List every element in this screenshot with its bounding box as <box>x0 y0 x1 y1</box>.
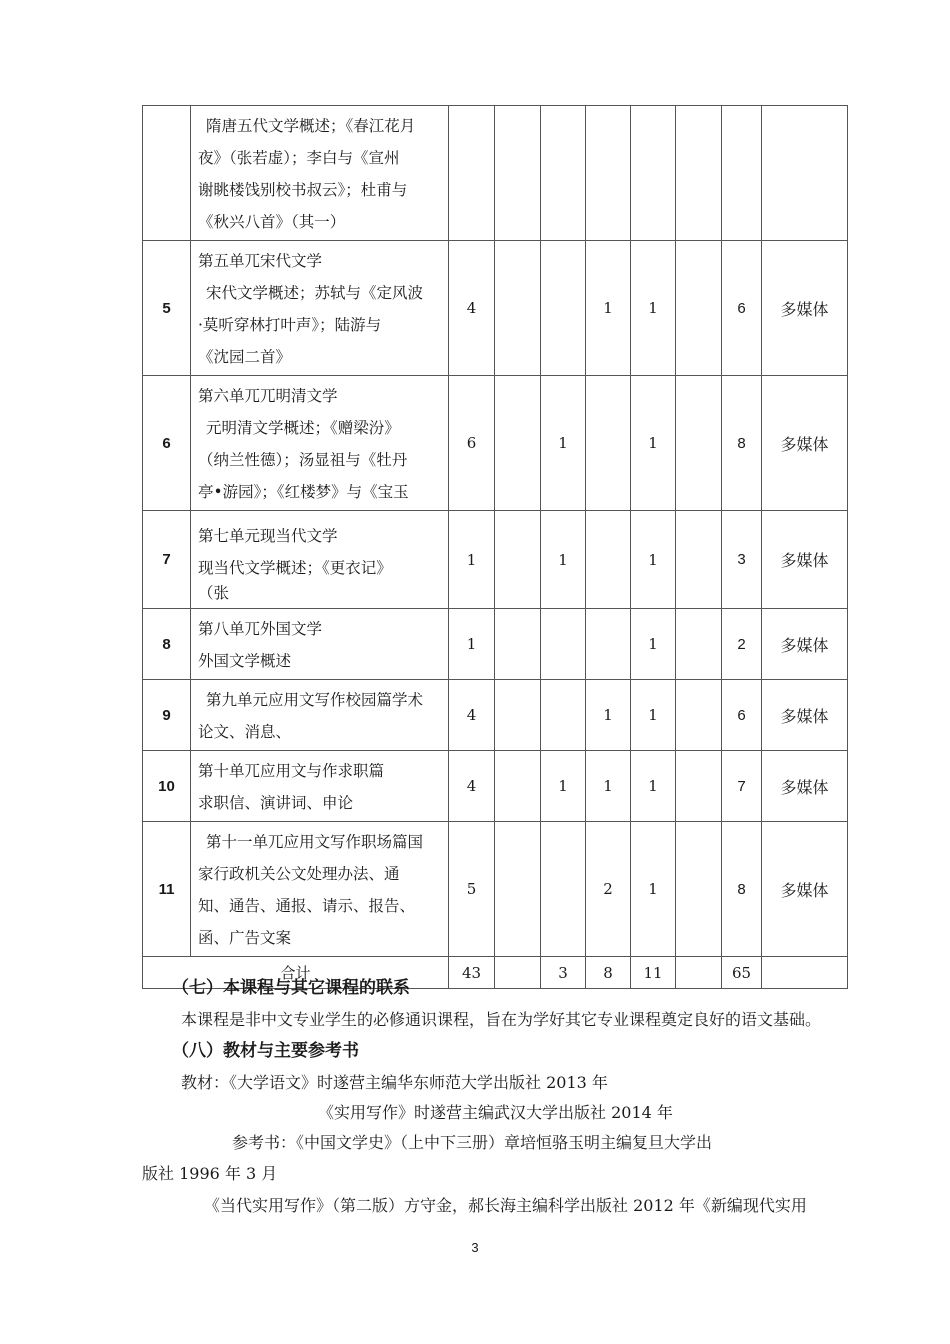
hours-cell: 4 <box>449 751 495 822</box>
teaching-method-cell: 多媒体 <box>762 680 848 751</box>
total-hours-cell: 6 <box>722 241 762 376</box>
hours-cell: 4 <box>449 241 495 376</box>
teaching-method-cell: 多媒体 <box>762 609 848 680</box>
hours-cell <box>495 609 541 680</box>
hours-cell: 2 <box>586 822 631 957</box>
total-label: 合计 <box>143 957 449 989</box>
unit-number <box>143 106 191 241</box>
hours-cell <box>586 106 631 241</box>
hours-cell <box>676 751 722 822</box>
hours-cell <box>541 822 586 957</box>
total-hours-cell: 7 <box>722 751 762 822</box>
hours-cell: 1 <box>631 241 676 376</box>
hours-cell: 1 <box>586 241 631 376</box>
section-8-heading: （八）教材与主要参考书 <box>172 1041 359 1061</box>
textbook-line: 教材：《大学语文》时遂营主编华东师范大学出版社 2013 年 <box>181 1073 608 1092</box>
total-hours-cell: 6 <box>722 680 762 751</box>
table-row <box>143 106 848 241</box>
teaching-method-cell: 多媒体 <box>762 822 848 957</box>
hours-cell <box>541 241 586 376</box>
hours-cell <box>495 751 541 822</box>
total-hours-cell: 11 <box>631 957 676 989</box>
hours-cell: 1 <box>586 680 631 751</box>
total-hours-cell: 43 <box>449 957 495 989</box>
unit-content: 第六单兀兀明清文学 元明清文学概述；《赠梁汾》 （纳兰性德）；汤显祖与《牡丹 亭•游园》；《红楼梦》与《宝玉 <box>191 376 449 511</box>
course-schedule-table <box>142 105 848 989</box>
hours-cell: 1 <box>449 511 495 609</box>
unit-number: 5 <box>143 241 191 376</box>
hours-cell <box>676 511 722 609</box>
textbook-line: 《实用写作》时遂营主编武汉大学出版社 2014 年 <box>318 1103 673 1122</box>
hours-cell: 1 <box>631 609 676 680</box>
table-row <box>143 822 848 957</box>
hours-cell: 1 <box>631 511 676 609</box>
teaching-method-cell: 多媒体 <box>762 751 848 822</box>
hours-cell: 4 <box>449 680 495 751</box>
hours-cell <box>676 822 722 957</box>
reference-line: 版社 1996 年 3 月 <box>142 1164 278 1183</box>
hours-cell <box>449 106 495 241</box>
section-7-text: 本课程是非中文专业学生的必修通识课程，旨在为学好其它专业课程奠定良好的语文基础。 <box>181 1010 822 1029</box>
unit-content: 第九单元应用文写作校园篇学术 论文、消息、 <box>191 680 449 751</box>
hours-cell <box>495 680 541 751</box>
hours-cell: 1 <box>586 751 631 822</box>
total-hours-cell <box>722 106 762 241</box>
hours-cell <box>586 609 631 680</box>
teaching-method-cell: 多媒体 <box>762 511 848 609</box>
total-hours-cell: 8 <box>586 957 631 989</box>
hours-cell <box>495 822 541 957</box>
hours-cell <box>586 376 631 511</box>
table-row <box>143 609 848 680</box>
teaching-method-cell: 多媒体 <box>762 241 848 376</box>
hours-cell <box>541 680 586 751</box>
total-hours-cell: 8 <box>722 376 762 511</box>
table-row <box>143 751 848 822</box>
unit-content: 隋唐五代文学概述；《春江花月 夜》（张若虚）；李白与《宣州 谢眺楼饯别校书叔云》；杜甫与 《秋兴八首》（其一） <box>191 106 449 241</box>
unit-number: 10 <box>143 751 191 822</box>
hours-cell: 1 <box>631 822 676 957</box>
unit-content: 第十一单兀应用文写作职场篇国 家行政机关公文处理办法、通 知、通告、通报、请示、报告、 函、广告文案 <box>191 822 449 957</box>
unit-number: 11 <box>143 822 191 957</box>
hours-cell <box>586 511 631 609</box>
reference-line: 《当代实用写作》（第二版）方守金，郝长海主编科学出版社 2012 年《新编现代实用 <box>204 1196 807 1215</box>
hours-cell <box>676 241 722 376</box>
hours-cell <box>676 106 722 241</box>
grand-total-cell: 65 <box>722 957 762 989</box>
unit-content: 第十单兀应用文与作求职篇 求职信、演讲词、申论 <box>191 751 449 822</box>
unit-number: 8 <box>143 609 191 680</box>
total-hours-cell: 8 <box>722 822 762 957</box>
table-row <box>143 680 848 751</box>
hours-cell <box>541 609 586 680</box>
unit-number: 9 <box>143 680 191 751</box>
hours-cell: 5 <box>449 822 495 957</box>
teaching-method-cell <box>762 106 848 241</box>
hours-cell: 6 <box>449 376 495 511</box>
unit-number: 6 <box>143 376 191 511</box>
hours-cell <box>495 106 541 241</box>
hours-cell <box>631 106 676 241</box>
table-row <box>143 241 848 376</box>
total-hours-cell <box>495 957 541 989</box>
hours-cell <box>541 106 586 241</box>
unit-content: 第五单兀宋代文学 宋代文学概述；苏轼与《定风波 ·莫听穿林打叶声》；陆游与 《沈园二首》 <box>191 241 449 376</box>
table-row <box>143 376 848 511</box>
reference-line: 参考书：《中国文学史》（上中下三册）章培恒骆玉明主编复旦大学出 <box>232 1133 713 1152</box>
hours-cell <box>676 680 722 751</box>
hours-cell: 1 <box>541 376 586 511</box>
table-row <box>143 511 848 609</box>
unit-number: 7 <box>143 511 191 609</box>
total-hours-cell: 2 <box>722 609 762 680</box>
page-number: 3 <box>471 1240 479 1255</box>
hours-cell: 1 <box>541 511 586 609</box>
hours-cell <box>676 609 722 680</box>
hours-cell: 1 <box>449 609 495 680</box>
total-hours-cell <box>676 957 722 989</box>
hours-cell <box>495 241 541 376</box>
total-hours-cell: 3 <box>722 511 762 609</box>
teaching-method-cell: 多媒体 <box>762 376 848 511</box>
hours-cell: 1 <box>631 751 676 822</box>
hours-cell: 1 <box>631 376 676 511</box>
hours-cell: 1 <box>541 751 586 822</box>
total-hours-cell: 3 <box>541 957 586 989</box>
hours-cell: 1 <box>631 680 676 751</box>
hours-cell <box>495 376 541 511</box>
unit-content: 第七单元现当代文学 现当代文学概述；《更衣记》 （张 <box>191 511 449 609</box>
section-7-heading: （七）本课程与其它课程的联系 <box>172 978 410 998</box>
total-method-cell <box>762 957 848 989</box>
hours-cell <box>495 511 541 609</box>
hours-cell <box>676 376 722 511</box>
unit-content: 第八单兀外国文学 外国文学概述 <box>191 609 449 680</box>
